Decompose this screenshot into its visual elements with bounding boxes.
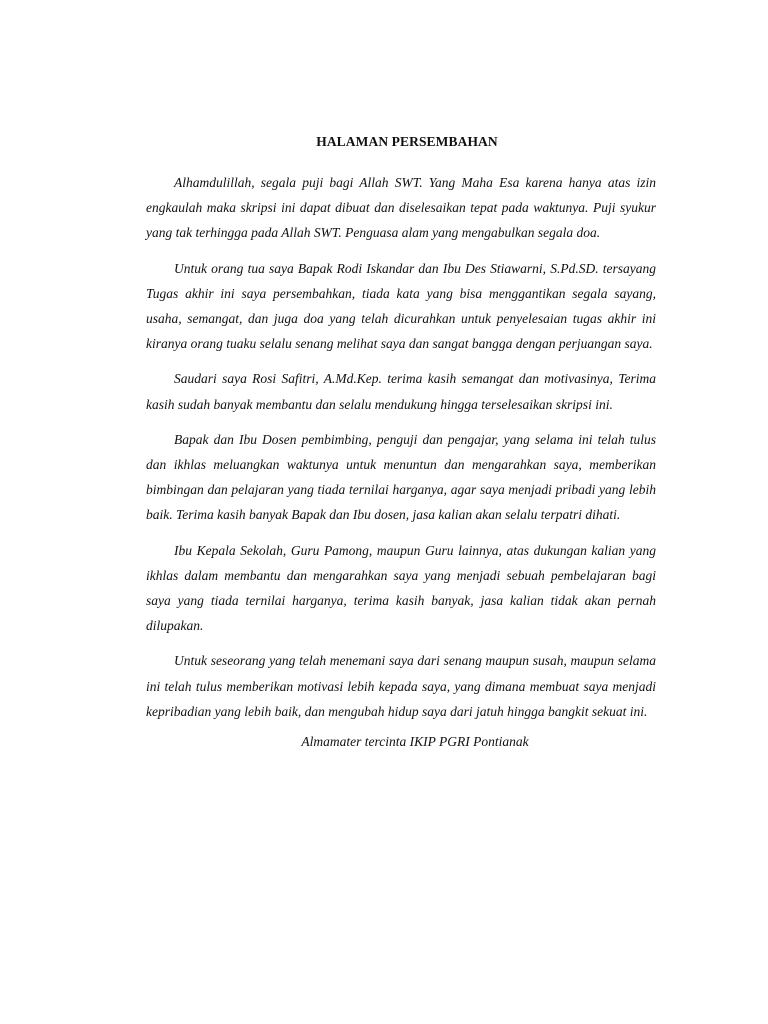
paragraph-sister: Saudari saya Rosi Safitri, A.Md.Kep. terima kasih semangat dan motivasinya, Terima kasih sudah banyak membantu dan selalu mendukung hingga terselesaikan skripsi ini. xyxy=(146,371,656,412)
paragraph-school: Ibu Kepala Sekolah, Guru Pamong, maupun Guru lainnya, atas dukungan kalian yang ikhlas dalam membantu dan mengarahkan saya yang menjadi sebuah pembelajaran bagi saya yang tiada ternilai harganya, terima kasih banyak, jasa kalian tidak akan pernah dilupakan. xyxy=(146,542,656,634)
paragraph-gratitude: Alhamdulillah, segala puji bagi Allah SWT. Yang Maha Esa karena hanya atas izin engkaulah maka skripsi ini dapat dibuat dan diselesaikan tepat pada waktunya. Puji syukur yang tak terhingga pada Allah SWT. Penguasa alam yang mengabulkan segala doa. xyxy=(146,175,656,241)
document-page xyxy=(146,134,656,750)
closing-line: Almamater tercinta IKIP PGRI Pontianak xyxy=(301,734,529,750)
page-title: HALAMAN PERSEMBAHAN xyxy=(316,134,498,149)
paragraph-someone: Untuk seseorang yang telah menemani saya dari senang maupun susah, maupun selama ini telah tulus memberikan motivasi lebih kepada saya, yang dimana membuat saya menjadi kepribadian yang lebih baik, dan mengubah hidup saya dari jatuh hingga bangkit sekuat ini. xyxy=(146,653,656,719)
paragraph-lecturers: Bapak dan Ibu Dosen pembimbing, penguji dan pengajar, yang selama ini telah tulus dan ikhlas meluangkan waktunya untuk menuntun dan mengarahkan saya, memberikan bimbingan dan pelajaran yang tiada ternilai harganya, agar saya menjadi pribadi yang lebih baik. Terima kasih banyak Bapak dan Ibu dosen, jasa kalian akan selalu terpatri dihati. xyxy=(146,431,656,523)
paragraph-parents: Untuk orang tua saya Bapak Rodi Iskandar dan Ibu Des Stiawarni, S.Pd.SD. tersayang Tugas akhir ini saya persembahkan, tiada kata yang bisa menggantikan segala sayang, usaha, semangat, dan juga doa yang telah dicurahkan untuk penyelesaian tugas akhir ini kiranya orang tuaku selalu senang melihat saya dan sangat bangga dengan perjuangan saya. xyxy=(146,260,656,352)
